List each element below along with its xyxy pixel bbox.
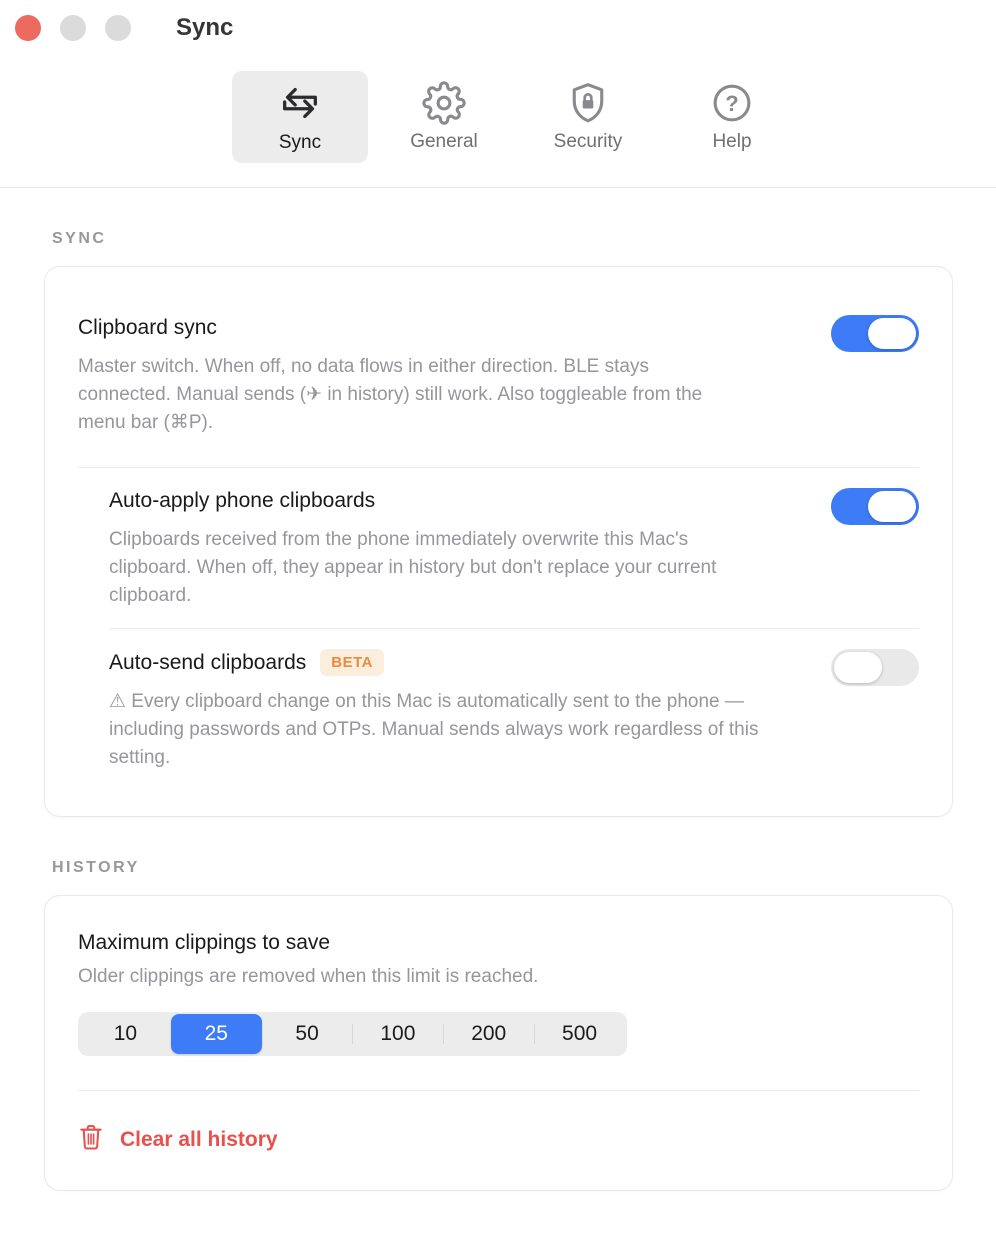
segment-10[interactable]: 10	[113, 1022, 138, 1045]
tab-sync-label: Sync	[278, 132, 322, 153]
clipboard-sync-toggle[interactable]	[831, 315, 919, 352]
sync-card	[44, 266, 953, 817]
auto-send-description: ⚠ Every clipboard change on this Mac is automatically sent to the phone — including passwords and OTPs. Manual sends always work regardless of this setting.	[109, 691, 759, 768]
segment-500[interactable]: 500	[534, 1014, 625, 1054]
history-card	[44, 895, 953, 1191]
tab-general[interactable]	[376, 71, 512, 163]
clipboard-sync-title: Clipboard sync	[78, 316, 217, 339]
history-section-header: HISTORY	[52, 859, 140, 876]
max-clippings-subtitle: Older clippings are removed when this limit is reached.	[78, 966, 539, 987]
gear-icon	[422, 81, 466, 125]
clear-history-label: Clear all history	[120, 1127, 278, 1151]
tab-sync[interactable]	[232, 71, 368, 163]
max-clippings-title: Maximum clippings to save	[78, 931, 331, 954]
segment-50[interactable]: 50	[295, 1022, 319, 1045]
minimize-button[interactable]	[60, 15, 86, 41]
max-clippings-segmented-control	[78, 1012, 627, 1056]
clipboard-sync-row	[45, 267, 952, 467]
auto-apply-title: Auto-apply phone clipboards	[109, 489, 376, 512]
trash-icon	[78, 1123, 104, 1156]
zoom-button[interactable]	[105, 15, 131, 41]
clipboard-sync-description: Master switch. When off, no data flows in either direction. BLE stays connected. Manual sends (✈ in history) still work. Also toggleable from the menu bar (⌘P).	[78, 356, 703, 433]
auto-send-row	[45, 629, 952, 816]
auto-apply-toggle[interactable]	[831, 488, 919, 525]
tab-general-label: General	[410, 131, 478, 152]
toggle-knob	[868, 491, 916, 522]
traffic-lights	[15, 15, 131, 41]
tab-help-label: Help	[712, 131, 752, 152]
settings-content	[0, 230, 996, 1191]
toolbar-tabs	[232, 71, 996, 163]
sync-section-header: SYNC	[52, 230, 107, 247]
toggle-knob	[834, 652, 882, 683]
close-button[interactable]	[15, 15, 41, 41]
beta-badge: BETA	[320, 649, 384, 676]
auto-send-toggle[interactable]	[831, 649, 919, 686]
auto-apply-row	[45, 468, 952, 628]
sync-arrows-icon	[277, 80, 323, 126]
auto-send-title: Auto-send clipboards	[109, 650, 307, 674]
clear-history-button[interactable]	[78, 1123, 919, 1156]
shield-lock-icon	[566, 81, 610, 125]
auto-apply-description: Clipboards received from the phone immediately overwrite this Mac's clipboard. When off, they appear in history but don't replace your current clipboard.	[109, 529, 717, 606]
segment-100[interactable]: 100	[352, 1014, 443, 1054]
window-title: Sync	[176, 14, 234, 41]
row-divider	[78, 1090, 919, 1091]
window-chrome	[0, 0, 996, 188]
tab-help[interactable]	[664, 71, 800, 163]
question-circle-icon	[710, 81, 754, 125]
toggle-knob	[868, 318, 916, 349]
titlebar	[0, 0, 996, 56]
segment-200[interactable]: 200	[443, 1014, 534, 1054]
tab-security[interactable]	[520, 71, 656, 163]
segment-25[interactable]: 25	[171, 1014, 262, 1054]
svg-text:?: ?	[725, 90, 739, 116]
tab-security-label: Security	[553, 131, 623, 152]
